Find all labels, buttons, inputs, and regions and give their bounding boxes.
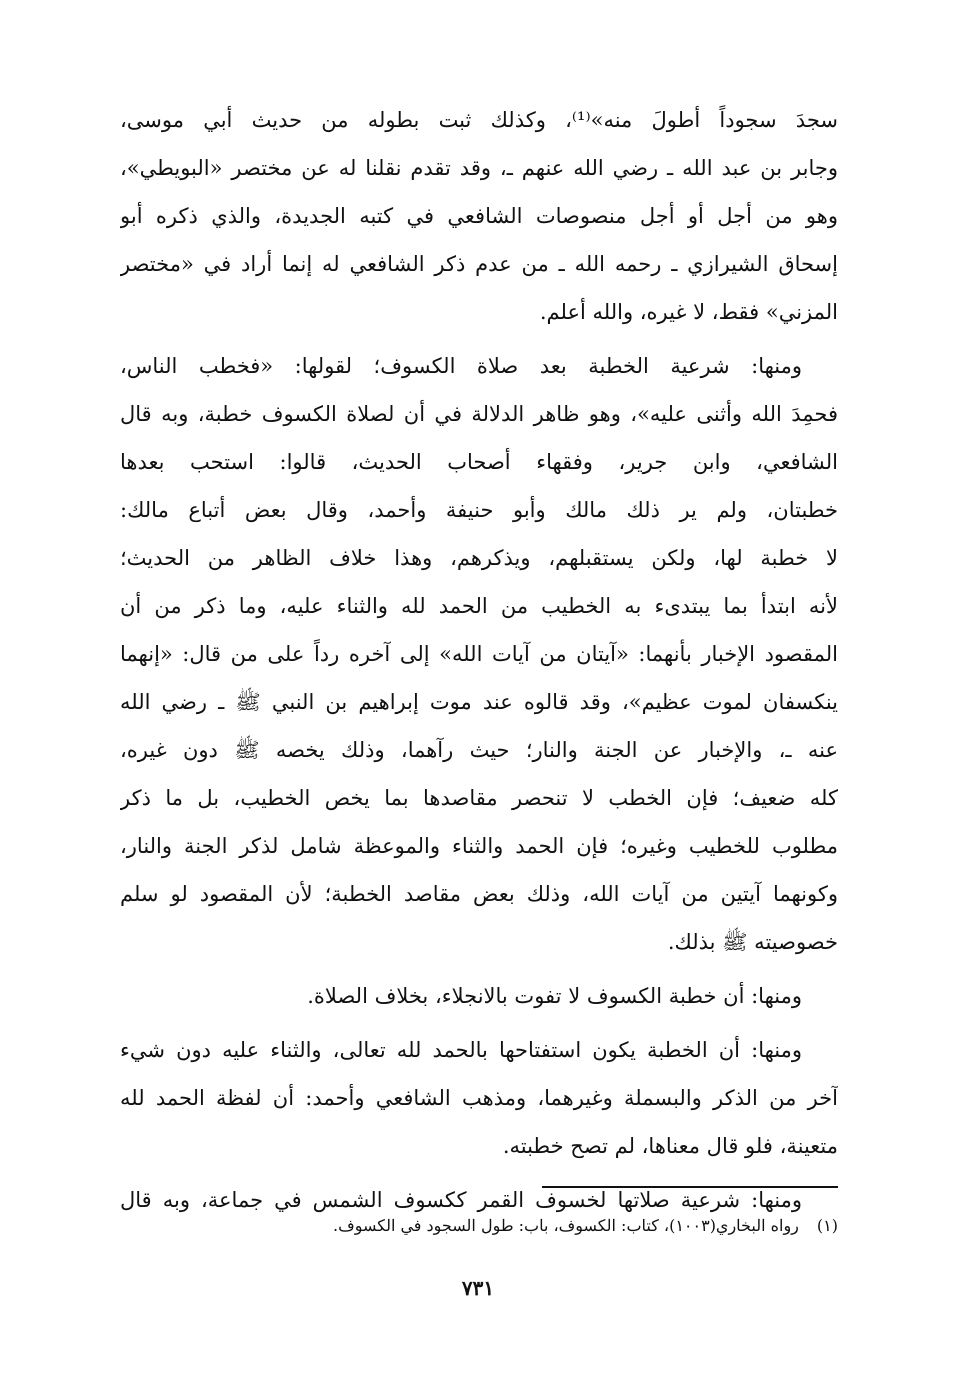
body-line: ومنها: أن الخطبة يكون استفتاحها بالحمد لله تعالى، والثناء عليه دون شيء (120, 1038, 802, 1062)
body-line: ومنها: شرعية الخطبة بعد صلاة الكسوف؛ لقولها: «فخطب الناس، (120, 354, 802, 378)
body-line: المقصود الإخبار بأنهما: «آيتان من آيات الله» إلى آخره رداً على من قال: «إنهما (120, 642, 838, 666)
body-line: وجابر بن عبد الله ـ رضي الله عنهم ـ، وقد تقدم نقلنا له عن مختصر «البويطي»، (120, 156, 838, 180)
body-line: فحمِدَ الله وأثنى عليه»، وهو ظاهر الدلالة في أن لصلاة الكسوف خطبة، وبه قال (120, 402, 838, 426)
footnote-text: رواه البخاري(١٠٠٣)، كتاب: الكسوف، باب: طول السجود في الكسوف. (333, 1216, 799, 1235)
body-line: المزني» فقط، لا غيره، والله أعلم. (539, 300, 838, 324)
body-line: متعينة، فلو قال معناها، لم تصح خطبته. (502, 1134, 838, 1158)
body-line: الشافعي، وابن جرير، وفقهاء أصحاب الحديث، قالوا: استحب بعدها (120, 450, 838, 474)
body-line: إسحاق الشيرازي ـ رحمه الله ـ من عدم ذكر الشافعي له إنما أراد في «مختصر (120, 252, 838, 276)
footnote-separator (542, 1186, 838, 1188)
body-line: آخر من الذكر والبسملة وغيرهما، ومذهب الشافعي وأحمد: أن لفظة الحمد لله (120, 1086, 838, 1110)
body-line: ينكسفان لموت عظيم»، وقد قالوه عند موت إبراهيم بن النبي ﷺ ـ رضي الله (120, 690, 838, 714)
body-line: وكونهما آيتين من آيات الله، وذلك بعض مقاصد الخطبة؛ لأن المقصود لو سلم (120, 882, 838, 906)
footnote (333, 1212, 838, 1240)
body-line: ومنها: شرعية صلاتها لخسوف القمر ككسوف الشمس في جماعة، وبه قال (120, 1188, 802, 1212)
body-text (120, 96, 838, 1224)
page-number: ٧٣١ (461, 1276, 495, 1300)
body-line: لا خطبة لها، ولكن يستقبلهم، ويذكرهم، وهذا خلاف الظاهر من الحديث؛ (120, 546, 838, 570)
body-line: سجدَ سجوداً أطولَ منه»⁽¹⁾، وكذلك ثبت بطوله من حديث أبي موسى، (120, 108, 838, 132)
body-line: ومنها: أن خطبة الكسوف لا تفوت بالانجلاء، بخلاف الصلاة. (307, 984, 802, 1008)
body-line: خصوصيته ﷺ بذلك. (667, 930, 838, 954)
body-line: خطبتان، ولم ير ذلك مالك وأبو حنيفة وأحمد، وقال بعض أتباع مالك: (120, 498, 838, 522)
body-line: كله ضعيف؛ فإن الخطب لا تنحصر مقاصدها بما يخص الخطيب، بل ما ذكر (120, 786, 838, 810)
body-line: عنه ـ، والإخبار عن الجنة والنار؛ حيث رآهما، وذلك يخصه ﷺ دون غيره، (120, 738, 838, 762)
body-line: لأنه ابتدأ بما يبتدىء به الخطيب من الحمد لله والثناء عليه، وما ذكر من أن (120, 594, 838, 618)
body-line: وهو من أجل أو أجل منصوصات الشافعي في كتبه الجديدة، والذي ذكره أبو (120, 204, 838, 228)
footnote-number: (١) (816, 1216, 838, 1235)
body-line: مطلوب للخطيب وغيره؛ فإن الحمد والثناء والموعظة شامل لذكر الجنة والنار، (120, 834, 838, 858)
